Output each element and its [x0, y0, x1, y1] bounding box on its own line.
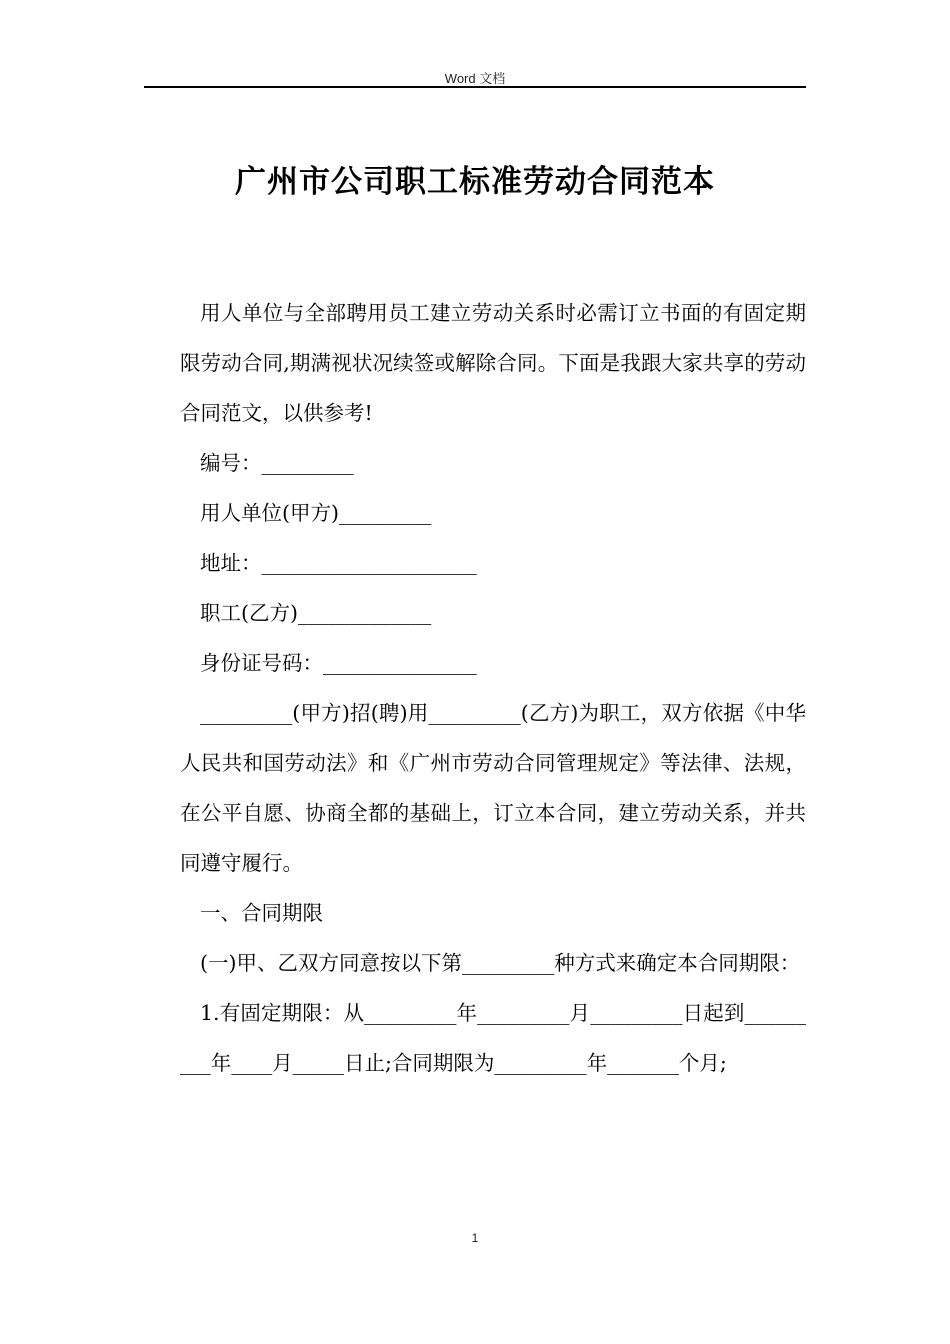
employer-line: 用人单位(甲方)_________	[200, 501, 432, 525]
section-heading-contract-term: 一、合同期限	[200, 901, 323, 925]
address-line: 地址：_____________________	[200, 551, 477, 575]
serial-number-line: 编号：_________	[200, 451, 354, 475]
id-number-line: 身份证号码：_______________	[200, 651, 477, 675]
header-rule	[144, 86, 806, 88]
fixed-term-paragraph: 1.有固定期限：从_________年_________月_________日起到_________年____月_____日止;合同期限为_________年_______个月;	[180, 1001, 806, 1075]
document-body	[180, 288, 806, 1088]
page-number: 1	[471, 1231, 479, 1245]
page-header: Word 文档	[444, 71, 506, 86]
document-title: 广州市公司职工标准劳动合同范本	[235, 164, 715, 200]
intro-paragraph: 用人单位与全部聘用员工建立劳动关系时必需订立书面的有固定期限劳动合同,期满视状况续签或解除合同。下面是我跟大家共享的劳动合同范文，以供参考!	[180, 301, 806, 425]
term-method-paragraph: (一)甲、乙双方同意按以下第_________种方式来确定本合同期限：	[200, 951, 801, 975]
agreement-paragraph: _________(甲方)招(聘)用_________(乙方)为职工，双方依据《中华人民共和国劳动法》和《广州市劳动合同管理规定》等法律、法规，在公平自愿、协商全都的基础上，订立本合同，建立劳动关系，并共同遵守履行。	[180, 701, 806, 875]
employee-line: 职工(乙方)_____________	[200, 601, 432, 625]
